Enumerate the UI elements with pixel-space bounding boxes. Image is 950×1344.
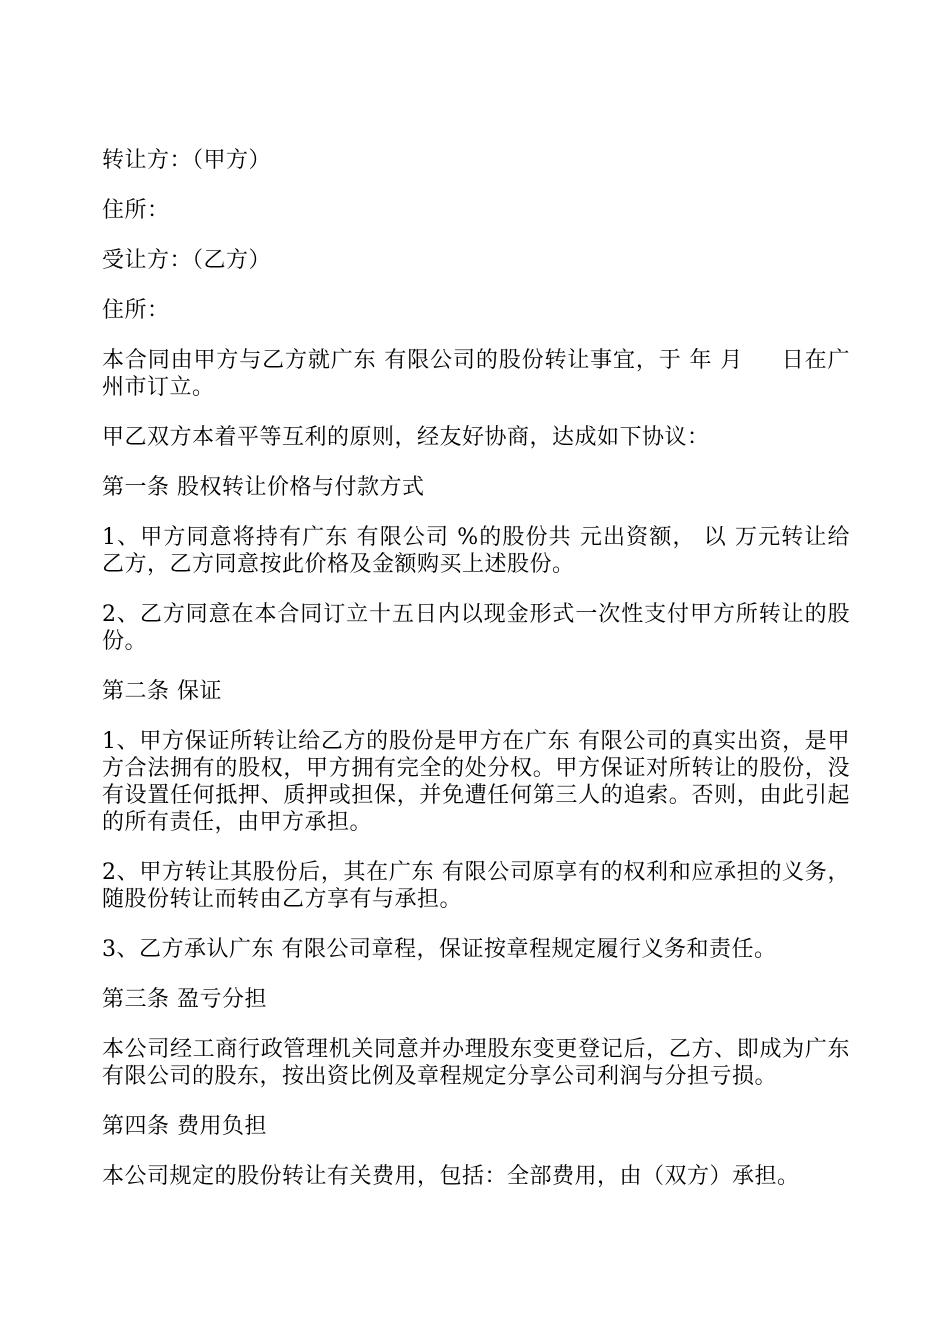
agreement-preamble: 甲乙双方本着平等互利的原则，经友好协商，达成如下协议： bbox=[102, 425, 710, 450]
transferor-line: 转让方：（甲方） bbox=[102, 148, 272, 173]
article-4-body: 本公司规定的股份转让有关费用，包括：全部费用，由（双方）承担。 bbox=[102, 1164, 800, 1189]
transferor-address-line: 住所： bbox=[102, 198, 170, 223]
transferee-line: 受让方：（乙方） bbox=[102, 248, 272, 273]
contract-intro-paragraph: 本合同由甲方与乙方就广东 有限公司的股份转让事宜，于 年 月 日在广州市订立。 bbox=[102, 348, 850, 400]
transferee-address-line: 住所： bbox=[102, 298, 170, 323]
document-body bbox=[102, 147, 850, 1213]
article-2-clause-3: 3、乙方承认广东 有限公司章程，保证按章程规定履行义务和责任。 bbox=[102, 937, 777, 962]
article-3-heading: 第三条 盈亏分担 bbox=[102, 987, 267, 1012]
article-2-heading: 第二条 保证 bbox=[102, 679, 222, 704]
article-2-clause-1: 1、甲方保证所转让给乙方的股份是甲方在广东 有限公司的真实出资，是甲方合法拥有的股权，甲方拥有完全的处分权。甲方保证对所转让的股份，没有设置任何抵押、质押或担保，并免遭任何第三人的追索。否则，由此引起的所有责任，由甲方承担。 bbox=[102, 729, 850, 835]
article-4-heading: 第四条 费用负担 bbox=[102, 1114, 267, 1139]
article-1-clause-1: 1、甲方同意将持有广东 有限公司 %的股份共 元出资额， 以 万元转让给乙方，乙方同意按此价格及金额购买上述股份。 bbox=[102, 525, 850, 577]
article-1-heading: 第一条 股权转让价格与付款方式 bbox=[102, 475, 425, 500]
article-1-clause-2: 2、乙方同意在本合同订立十五日内以现金形式一次性支付甲方所转让的股份。 bbox=[102, 602, 850, 654]
article-2-clause-2: 2、甲方转让其股份后，其在广东 有限公司原享有的权利和应承担的义务，随股份转让而转由乙方享有与承担。 bbox=[102, 860, 850, 912]
article-3-body: 本公司经工商行政管理机关同意并办理股东变更登记后，乙方、即成为广东 有限公司的股东，按出资比例及章程规定分享公司利润与分担亏损。 bbox=[102, 1037, 850, 1089]
